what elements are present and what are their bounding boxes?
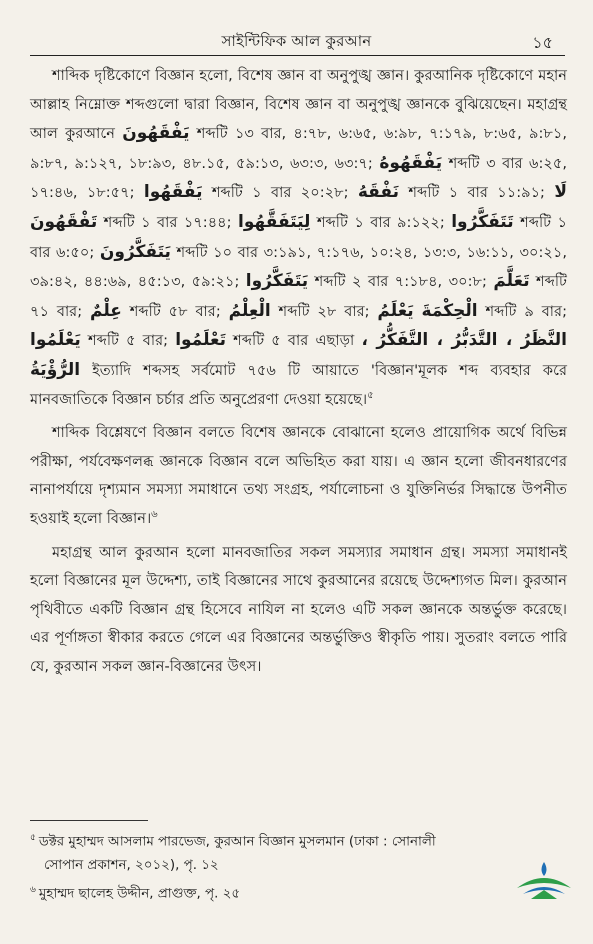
footnote-rule [30, 820, 148, 821]
running-header [0, 30, 593, 54]
footnote-text: মুহাম্মদ ছালেহ উদ্দীন, প্রাগুক্ত, পৃ. ২৫ [38, 886, 241, 902]
footnote-5 [30, 826, 567, 854]
footnote-text: ডক্টর মুহাম্মদ আসলাম পারভেজ, কুরআন বিজ্ঞান মুসলমান (ঢাকা : সোনালী [38, 834, 436, 850]
text-span: শব্দটি ১ বার ৯:১২২; [310, 213, 452, 231]
logo-drop [542, 862, 547, 876]
text-span: শব্দটি ৫ বার; [80, 332, 176, 350]
arabic-word: لِيَتَفَقَّهُوا [238, 211, 311, 232]
paragraph-1 [30, 62, 567, 414]
arabic-word: الْعِلْمُ [228, 300, 271, 321]
arabic-word: يَتَفَكَّرُوا [245, 271, 309, 292]
arabic-word: النَّظَرُ ، التَّدَبُّرُ ، التَّفَكُّرُ ، الرُّؤْيَةُ [30, 330, 568, 380]
arabic-word: يَعْلَمُ [377, 300, 414, 321]
logo-green-arc [517, 878, 571, 888]
text-span: ইত্যাদি শব্দসহ সর্বমোট ৭৫৬ টি আয়াতে 'বিজ্ঞান'মূলক শব্দ ব্যবহার করে মানবজাতিকে বিজ্ঞান চর্চার প্রতি অনুপ্রেরণা দেওয়া হয়েছে। [30, 361, 567, 408]
text-span: শব্দটি ১ বার ১১:৯১; [399, 184, 555, 202]
arabic-word: تَتَفَكَّرُوا [451, 211, 514, 232]
arabic-word: يَفْقَهُوهُ [379, 152, 443, 173]
arabic-word: لَا تَفْقَهُونَ [30, 182, 567, 232]
arabic-word: يَفْقَهُوا [143, 182, 203, 203]
arabic-word: الْحِكْمَةَ [421, 300, 478, 321]
text-span: শব্দটি ২ বার ৭:১৮৪, ৩০:৮; [308, 273, 494, 291]
paragraph-2 [30, 419, 567, 533]
arabic-word: يَفْقَهُونَ [122, 123, 190, 144]
text-span: শাব্দিক দৃষ্টিকোণে বিজ্ঞান হলো, বিশেষ জ্ঞান বা অনুপুঙ্খ জ্ঞান। কুরআনিক দৃষ্টিকোণে মহান আল্লাহ নিম্নোক্ত শব্দগুলো দ্বারা বিজ্ঞান, বিশেষ জ্ঞান বা অনুপুঙ্খ জ্ঞানকে বুঝিয়েছেন। মহাগ্রন্থ আল কুরআনে [30, 67, 567, 143]
arabic-word: نَفْقَهُ [357, 182, 400, 203]
header-rule [30, 55, 565, 56]
body-text [30, 62, 567, 686]
arabic-word: يَتَفَكَّرُونَ [99, 241, 171, 262]
text-span: শব্দটি ১৩ বার, ৪:৭৮, ৬:৬৫, ৬:৯৮, ৭:১৭৯, ৮:৬৫, ৯:৮১, ৯:৮৭, ৯:১২৭, ১৮:৯৩, ৪৮.১৫, ৫৯:১৩, ৬৩:৩, ৬৩:৭; [30, 125, 567, 172]
text-span: শব্দটি ১০ বার ৩:১৯১, ৭:১৭৬, ১০:২৪, ১৩:৩, ১৬:১১, ৩০:২১, ৩৯:৪২, ৪৪:৬৯, ৪৫:১৩, ৫৯:২১; [30, 243, 567, 291]
arabic-word: عِلْمٌ [90, 300, 122, 321]
text-span: শব্দটি ১ বার ৬:৫০; [30, 213, 567, 261]
text-span: শব্দটি ২৮ বার; [270, 302, 378, 320]
text-span: শব্দটি ৫ বার এছাড়া [226, 332, 362, 350]
logo-roof [531, 890, 557, 899]
arabic-word: يَعْلَمُوا [30, 330, 81, 351]
paragraph-3 [30, 539, 567, 682]
text-span: মহাগ্রন্থ আল কুরআন হলো মানবজাতির সকল সমস্যার সমাধান গ্রন্থ। সমস্যা সমাধানই হলো বিজ্ঞানের মূল উদ্দেশ্য, তাই বিজ্ঞানের সাথে কুরআনের রয়েছে উদ্দেশ্যগত মিল। কুরআন পৃথিবীতে একটি বিজ্ঞান গ্রন্থ হিসেবে নাযিল না হলেও এটি সকল জ্ঞানকে অন্তর্ভুক্ত করেছে। এর পূর্ণাঙ্গতা স্বীকার করতে গেলে এর বিজ্ঞানের অন্তর্ভুক্তিও স্বীকৃতি পায়। সুতরাং বলতে পারি যে, কুরআন সকল জ্ঞান-বিজ্ঞানের উৎস। [30, 543, 567, 675]
text-span: শব্দটি ৩ বার ৬:২৫, ১৭:৪৬, ১৮:৫৭; [30, 154, 567, 202]
arabic-word: تَعَلَّمَ [493, 271, 530, 292]
publisher-logo-icon [509, 858, 579, 908]
footnote-5-cont [30, 854, 567, 878]
footnote-text: সোপান প্রকাশন, ২০১২), পৃ. ১২ [44, 858, 219, 874]
running-title: সাইন্টিফিক আল কুরআন [221, 32, 372, 50]
text-span: শব্দটি ৯ বার; [477, 302, 567, 320]
footnote-ref: ৫ [367, 389, 374, 401]
text-span: শব্দটি ৫৮ বার; [121, 302, 229, 320]
footnote-ref: ৬ [151, 509, 158, 521]
footnote-6 [30, 878, 567, 906]
footnotes [30, 826, 567, 907]
footnote-number: ৫ [30, 833, 36, 843]
footnote-number: ৬ [30, 885, 36, 896]
arabic-word: تَعْلَمُوا [175, 330, 226, 351]
text-span: শাব্দিক বিশ্লেষণে বিজ্ঞান বলতে বিশেষ জ্ঞানকে বোঝানো হলেও প্রায়োগিক অর্থে বিভিন্ন পরীক্ষা, পর্যবেক্ষণলব্ধ জ্ঞানকে বিজ্ঞান বলে অভিহিত করা যায়। এ জ্ঞান হলো জীবনধারণের নানাপর্যায়ে দৃশ্যমান সমস্যা সমাধানে তথ্য সংগ্রহ, পর্যালোচনা ও যুক্তিনির্ভর সিদ্ধান্তে উপনীত হওয়াই হলো বিজ্ঞান। [30, 424, 567, 527]
page-number: ১৫ [532, 33, 553, 52]
text-span: শব্দটি ১ বার ২০:২৮; [202, 184, 358, 202]
text-span: শব্দটি ৭১ বার; [30, 273, 568, 320]
text-span: শব্দটি ১ বার ১৭:৪৪; [97, 213, 238, 231]
text-span [414, 303, 422, 320]
